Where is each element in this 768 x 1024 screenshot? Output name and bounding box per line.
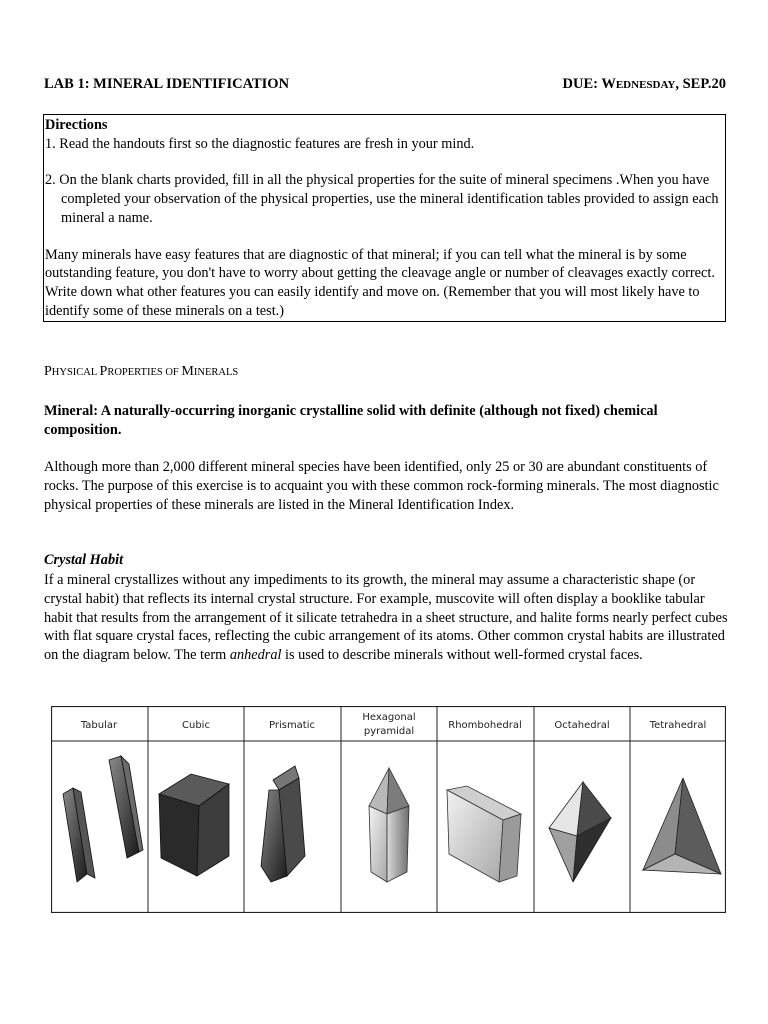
habit-label-hexagonal-1: Hexagonal bbox=[362, 712, 416, 723]
habit-label-octahedral: Octahedral bbox=[554, 720, 610, 731]
habit-label-tetrahedral: Tetrahedral bbox=[649, 720, 707, 731]
crystal-habit-title: Crystal Habit bbox=[44, 552, 124, 568]
cubic-crystal-image bbox=[159, 774, 229, 876]
habit-label-prismatic: Prismatic bbox=[268, 720, 316, 731]
habit-label-tabular: Tabular bbox=[80, 720, 118, 731]
mineral-definition: Mineral: A naturally-occurring inorganic crystalline solid with definite (although not fixed) chemical composition. bbox=[44, 403, 658, 438]
crystal-habit-paragraph: If a mineral crystallizes without any impediments to its growth, the mineral may assume a characteristic shape (or crystal habit) that reflects its internal crystal structure. For example, muscovite will often display a booklike tabular habit that results from the arrangement of it silicate tetrahedra in a sheet structure, and halite forms nearly perfect cubes with flat square crystal faces, reflecting the cubic arrangement of its atoms. Other common crystal habits are illustrated on the diagram below. The term anhedral is used to describe minerals without well-formed crystal faces. bbox=[44, 572, 728, 664]
section-title: PHYSICAL PROPERTIES OF MINERALS bbox=[44, 364, 239, 379]
direction-item-2: 2. On the blank charts provided, fill in all the physical properties for the suite of mineral specimens .When you have completed your observation of the physical properties, use the mineral identification tables provided to assign each mineral a name. bbox=[45, 172, 719, 226]
crystal-habit-figure bbox=[51, 706, 726, 913]
direction-item-1: 1. Read the handouts first so the diagnostic features are fresh in your mind. bbox=[45, 135, 475, 152]
lab-title: LAB 1: MINERAL IDENTIFICATION bbox=[44, 76, 290, 92]
anhedral-term: anhedral bbox=[229, 647, 282, 664]
habit-label-cubic: Cubic bbox=[182, 720, 210, 731]
habit-label-rhombohedral: Rhombohedral bbox=[448, 720, 522, 731]
directions-box bbox=[43, 114, 726, 322]
habit-label-hexagonal-2: pyramidal bbox=[363, 726, 415, 737]
due-date: DUE: WEDNESDAY, SEP.20 bbox=[562, 76, 726, 92]
intro-paragraph: Although more than 2,000 different mineral species have been identified, only 25 or 30 are abundant constituents of rocks. The purpose of this exercise is to acquaint you with these common rock-forming minerals. The most diagnostic physical properties of these minerals are listed in the Mineral Identification Index. bbox=[44, 459, 719, 513]
directions-note: Many minerals have easy features that are diagnostic of that mineral; if you can tell what the mineral is by some outstanding feature, you don't have to worry about getting the cleavage angle or number of cleavages exactly correct. Write down what other features you can easily identify and move on. (Remember that you will most likely have to identify some of these minerals on a test.) bbox=[45, 246, 715, 319]
directions-title: Directions bbox=[45, 117, 108, 133]
